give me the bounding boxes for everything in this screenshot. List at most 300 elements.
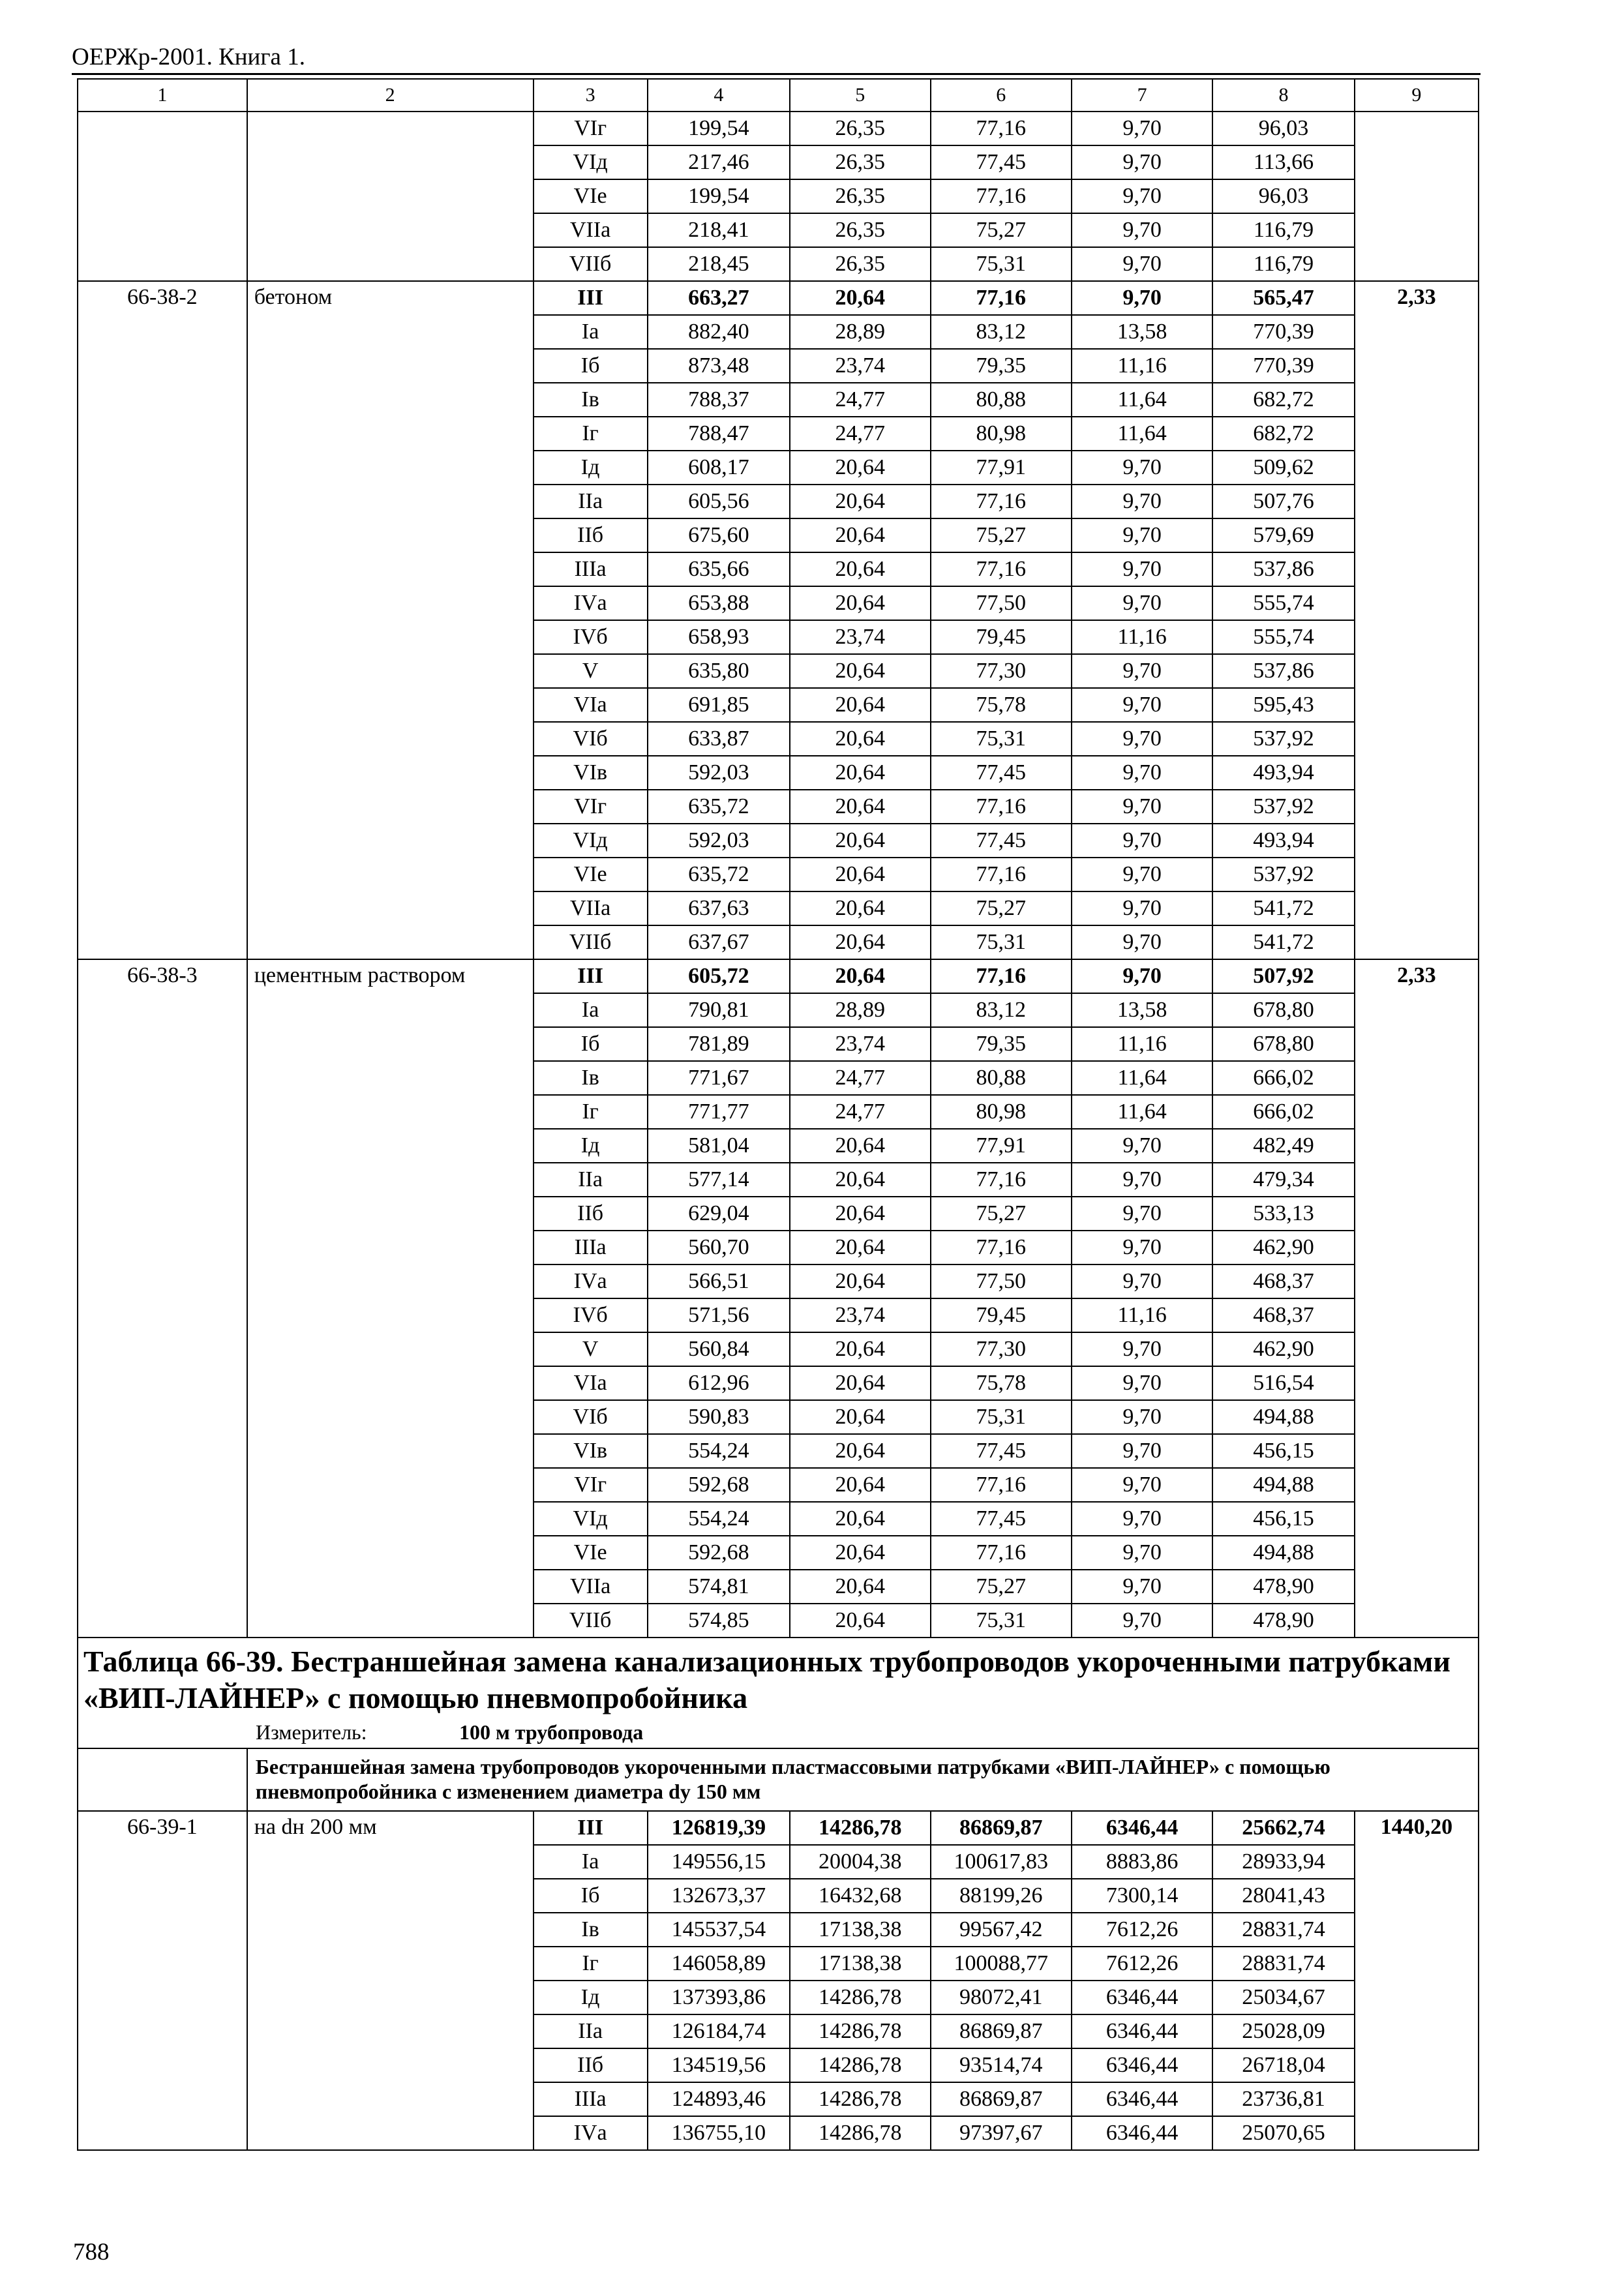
col9-cell xyxy=(1355,858,1479,891)
value-cell: 14286,78 xyxy=(790,2048,930,2082)
code-cell: 66-39-1 xyxy=(78,1811,247,1845)
value-cell: 20,64 xyxy=(790,586,930,620)
value-cell: 199,54 xyxy=(648,112,790,145)
value-cell: 605,72 xyxy=(648,959,790,993)
col9-cell xyxy=(1355,688,1479,722)
col9-cell xyxy=(1355,1197,1479,1231)
table-row xyxy=(78,1366,1479,1400)
col9-cell xyxy=(1355,586,1479,620)
value-cell: III xyxy=(534,281,648,315)
value-cell: 77,45 xyxy=(931,1434,1072,1468)
name-cell xyxy=(247,247,534,281)
value-cell: 24,77 xyxy=(790,1061,930,1095)
value-cell: VIIб xyxy=(534,1604,648,1638)
value-cell: 7300,14 xyxy=(1072,1879,1212,1913)
value-cell: 770,39 xyxy=(1212,349,1354,383)
value-cell: 80,88 xyxy=(931,1061,1072,1095)
column-number: 1 xyxy=(78,79,247,112)
code-cell xyxy=(78,1332,247,1366)
table-row xyxy=(78,1332,1479,1366)
code-cell xyxy=(78,213,247,247)
col9-cell xyxy=(1355,1027,1479,1061)
value-cell: 28,89 xyxy=(790,315,930,349)
name-cell xyxy=(247,552,534,586)
column-number: 7 xyxy=(1072,79,1212,112)
name-cell xyxy=(247,620,534,654)
value-cell: 468,37 xyxy=(1212,1264,1354,1298)
value-cell: 790,81 xyxy=(648,993,790,1027)
value-cell: 507,76 xyxy=(1212,485,1354,518)
value-cell: 9,70 xyxy=(1072,824,1212,858)
col9-cell xyxy=(1355,2116,1479,2150)
col9-cell xyxy=(1355,417,1479,451)
value-cell: Iа xyxy=(534,1845,648,1879)
value-cell: Iв xyxy=(534,1913,648,1947)
value-cell: VIд xyxy=(534,145,648,179)
value-cell: IVа xyxy=(534,1264,648,1298)
value-cell: 493,94 xyxy=(1212,756,1354,790)
table-row xyxy=(78,281,1479,315)
table-row xyxy=(78,1811,1479,1845)
value-cell: 77,45 xyxy=(931,756,1072,790)
value-cell: 9,70 xyxy=(1072,722,1212,756)
measure-label: Измеритель: xyxy=(256,1720,367,1744)
value-cell: 635,72 xyxy=(648,858,790,891)
value-cell: 9,70 xyxy=(1072,518,1212,552)
col9-cell xyxy=(1355,891,1479,925)
value-cell: 537,92 xyxy=(1212,858,1354,891)
value-cell: IIа xyxy=(534,2014,648,2048)
value-cell: 20,64 xyxy=(790,891,930,925)
col9-cell xyxy=(1355,1163,1479,1197)
value-cell: 137393,86 xyxy=(648,1981,790,2014)
code-cell xyxy=(78,688,247,722)
col9-cell xyxy=(1355,552,1479,586)
code-cell xyxy=(78,451,247,485)
value-cell: 11,16 xyxy=(1072,620,1212,654)
description-cell: Бестраншейная замена трубопроводов укороченными пластмассовыми патрубками «ВИП-ЛАЙНЕР» с помощью пневмопробойника с изменением диаметра dу 150 мм xyxy=(247,1748,1479,1811)
value-cell: 77,30 xyxy=(931,1332,1072,1366)
code-cell xyxy=(78,349,247,383)
table-row xyxy=(78,688,1479,722)
value-cell: 20,64 xyxy=(790,722,930,756)
value-cell: 20,64 xyxy=(790,552,930,586)
name-cell xyxy=(247,1366,534,1400)
value-cell: 28,89 xyxy=(790,993,930,1027)
code-cell xyxy=(78,1231,247,1264)
table-row xyxy=(78,349,1479,383)
value-cell: 20,64 xyxy=(790,959,930,993)
col9-cell xyxy=(1355,179,1479,213)
col9-cell xyxy=(1355,2082,1479,2116)
col9-cell xyxy=(1355,383,1479,417)
value-cell: 20,64 xyxy=(790,518,930,552)
value-cell: VIв xyxy=(534,1434,648,1468)
code-cell: 66-38-2 xyxy=(78,281,247,315)
value-cell: 9,70 xyxy=(1072,858,1212,891)
code-cell xyxy=(78,1879,247,1913)
code-cell: 66-38-3 xyxy=(78,959,247,993)
value-cell: 7612,26 xyxy=(1072,1947,1212,1981)
column-number: 4 xyxy=(648,79,790,112)
value-cell: 23,74 xyxy=(790,620,930,654)
value-cell: 75,31 xyxy=(931,722,1072,756)
column-number: 2 xyxy=(247,79,534,112)
value-cell: 629,04 xyxy=(648,1197,790,1231)
table-row xyxy=(78,451,1479,485)
code-cell xyxy=(78,1434,247,1468)
col9-cell xyxy=(1355,1400,1479,1434)
code-cell xyxy=(78,654,247,688)
value-cell: 75,31 xyxy=(931,247,1072,281)
value-cell: 637,63 xyxy=(648,891,790,925)
description-code-cell xyxy=(78,1748,247,1811)
code-cell xyxy=(78,1502,247,1536)
name-cell: на dн 200 мм xyxy=(247,1811,534,1845)
code-cell xyxy=(78,756,247,790)
value-cell: 771,77 xyxy=(648,1095,790,1129)
value-cell: 13,58 xyxy=(1072,315,1212,349)
measure-value: 100 м трубопровода xyxy=(459,1720,644,1744)
value-cell: 14286,78 xyxy=(790,2116,930,2150)
value-cell: 11,64 xyxy=(1072,383,1212,417)
value-cell: 77,45 xyxy=(931,824,1072,858)
col9-cell xyxy=(1355,722,1479,756)
value-cell: Iд xyxy=(534,1129,648,1163)
value-cell: 77,16 xyxy=(931,281,1072,315)
value-cell: VIг xyxy=(534,790,648,824)
code-cell xyxy=(78,993,247,1027)
value-cell: 28831,74 xyxy=(1212,1913,1354,1947)
value-cell: 9,70 xyxy=(1072,1570,1212,1604)
value-cell: 9,70 xyxy=(1072,1129,1212,1163)
value-cell: 554,24 xyxy=(648,1502,790,1536)
value-cell: 678,80 xyxy=(1212,993,1354,1027)
code-cell xyxy=(78,722,247,756)
col9-cell xyxy=(1355,1095,1479,1129)
name-cell xyxy=(247,2116,534,2150)
value-cell: 456,15 xyxy=(1212,1502,1354,1536)
value-cell: 555,74 xyxy=(1212,586,1354,620)
col9-cell xyxy=(1355,1502,1479,1536)
value-cell: 23736,81 xyxy=(1212,2082,1354,2116)
value-cell: 100617,83 xyxy=(931,1845,1072,1879)
value-cell: 20,64 xyxy=(790,790,930,824)
value-cell: IVб xyxy=(534,620,648,654)
col9-cell xyxy=(1355,1061,1479,1095)
value-cell: 682,72 xyxy=(1212,383,1354,417)
value-cell: 86869,87 xyxy=(931,2014,1072,2048)
value-cell: 77,16 xyxy=(931,790,1072,824)
name-cell xyxy=(247,1264,534,1298)
value-cell: 478,90 xyxy=(1212,1570,1354,1604)
value-cell: 23,74 xyxy=(790,349,930,383)
name-cell xyxy=(247,2082,534,2116)
name-cell xyxy=(247,1434,534,1468)
table-row xyxy=(78,620,1479,654)
table-row xyxy=(78,586,1479,620)
value-cell: 20,64 xyxy=(790,1434,930,1468)
name-cell xyxy=(247,722,534,756)
table-row xyxy=(78,756,1479,790)
col9-cell: 2,33 xyxy=(1355,281,1479,315)
value-cell: 24,77 xyxy=(790,383,930,417)
table-row xyxy=(78,1468,1479,1502)
value-cell: 592,03 xyxy=(648,824,790,858)
value-cell: 771,67 xyxy=(648,1061,790,1095)
table-row xyxy=(78,1879,1479,1913)
name-cell xyxy=(247,925,534,959)
name-cell xyxy=(247,1400,534,1434)
value-cell: 20004,38 xyxy=(790,1845,930,1879)
code-cell xyxy=(78,247,247,281)
value-cell: Iа xyxy=(534,993,648,1027)
code-cell xyxy=(78,1845,247,1879)
value-cell: 605,56 xyxy=(648,485,790,518)
table-row xyxy=(78,552,1479,586)
col9-cell xyxy=(1355,451,1479,485)
value-cell: 28041,43 xyxy=(1212,1879,1354,1913)
value-cell: 9,70 xyxy=(1072,756,1212,790)
value-cell: VIа xyxy=(534,1366,648,1400)
value-cell: 77,45 xyxy=(931,1502,1072,1536)
table-row xyxy=(78,2116,1479,2150)
value-cell: IIа xyxy=(534,1163,648,1197)
value-cell: 126819,39 xyxy=(648,1811,790,1845)
code-cell xyxy=(78,1366,247,1400)
value-cell: 26,35 xyxy=(790,112,930,145)
value-cell: 9,70 xyxy=(1072,1536,1212,1570)
value-cell: 9,70 xyxy=(1072,925,1212,959)
name-cell xyxy=(247,417,534,451)
value-cell: 6346,44 xyxy=(1072,2014,1212,2048)
value-cell: 75,27 xyxy=(931,891,1072,925)
value-cell: 590,83 xyxy=(648,1400,790,1434)
table-row xyxy=(78,145,1479,179)
value-cell: 554,24 xyxy=(648,1434,790,1468)
header-rule xyxy=(72,73,1481,75)
value-cell: Iв xyxy=(534,383,648,417)
col9-cell xyxy=(1355,1604,1479,1638)
table-row xyxy=(78,1095,1479,1129)
value-cell: 136755,10 xyxy=(648,2116,790,2150)
value-cell: 25034,67 xyxy=(1212,1981,1354,2014)
value-cell: 6346,44 xyxy=(1072,1981,1212,2014)
name-cell: бетоном xyxy=(247,281,534,315)
name-cell xyxy=(247,790,534,824)
value-cell: 9,70 xyxy=(1072,1332,1212,1366)
value-cell: 145537,54 xyxy=(648,1913,790,1947)
name-cell xyxy=(247,1604,534,1638)
value-cell: 788,47 xyxy=(648,417,790,451)
value-cell: 509,62 xyxy=(1212,451,1354,485)
col9-cell xyxy=(1355,518,1479,552)
name-cell: цементным раствором xyxy=(247,959,534,993)
value-cell: 462,90 xyxy=(1212,1332,1354,1366)
value-cell: 20,64 xyxy=(790,1332,930,1366)
value-cell: 494,88 xyxy=(1212,1400,1354,1434)
name-cell xyxy=(247,824,534,858)
value-cell: Iд xyxy=(534,1981,648,2014)
value-cell: 20,64 xyxy=(790,451,930,485)
value-cell: 25662,74 xyxy=(1212,1811,1354,1845)
table-title-row xyxy=(78,1638,1479,1748)
value-cell: 6346,44 xyxy=(1072,2048,1212,2082)
value-cell: 98072,41 xyxy=(931,1981,1072,2014)
value-cell: 199,54 xyxy=(648,179,790,213)
value-cell: 79,45 xyxy=(931,1298,1072,1332)
code-cell xyxy=(78,1027,247,1061)
value-cell: 566,51 xyxy=(648,1264,790,1298)
name-cell xyxy=(247,688,534,722)
value-cell: 20,64 xyxy=(790,1129,930,1163)
value-cell: 77,16 xyxy=(931,1163,1072,1197)
code-cell xyxy=(78,1536,247,1570)
value-cell: 77,50 xyxy=(931,1264,1072,1298)
value-cell: 9,70 xyxy=(1072,179,1212,213)
value-cell: 462,90 xyxy=(1212,1231,1354,1264)
value-cell: 678,80 xyxy=(1212,1027,1354,1061)
value-cell: 14286,78 xyxy=(790,1981,930,2014)
col9-cell xyxy=(1355,1366,1479,1400)
value-cell: 9,70 xyxy=(1072,1366,1212,1400)
value-cell: 96,03 xyxy=(1212,179,1354,213)
col9-cell xyxy=(1355,1298,1479,1332)
value-cell: 26,35 xyxy=(790,145,930,179)
code-cell xyxy=(78,145,247,179)
value-cell: 20,64 xyxy=(790,1163,930,1197)
value-cell: VIб xyxy=(534,1400,648,1434)
code-cell xyxy=(78,824,247,858)
value-cell: 20,64 xyxy=(790,1570,930,1604)
value-cell: 97397,67 xyxy=(931,2116,1072,2150)
value-cell: 93514,74 xyxy=(931,2048,1072,2082)
value-cell: 781,89 xyxy=(648,1027,790,1061)
table-row xyxy=(78,1845,1479,1879)
value-cell: 80,98 xyxy=(931,417,1072,451)
value-cell: IIIа xyxy=(534,2082,648,2116)
col9-cell xyxy=(1355,824,1479,858)
value-cell: 873,48 xyxy=(648,349,790,383)
value-cell: 17138,38 xyxy=(790,1947,930,1981)
table-row xyxy=(78,1163,1479,1197)
code-cell xyxy=(78,552,247,586)
value-cell: 9,70 xyxy=(1072,247,1212,281)
value-cell: IVа xyxy=(534,586,648,620)
value-cell: 77,16 xyxy=(931,485,1072,518)
value-cell: VIе xyxy=(534,858,648,891)
col9-cell xyxy=(1355,654,1479,688)
value-cell: 592,03 xyxy=(648,756,790,790)
value-cell: 537,86 xyxy=(1212,552,1354,586)
value-cell: 479,34 xyxy=(1212,1163,1354,1197)
table-row xyxy=(78,485,1479,518)
value-cell: 116,79 xyxy=(1212,247,1354,281)
value-cell: 28933,94 xyxy=(1212,1845,1354,1879)
value-cell: IVб xyxy=(534,1298,648,1332)
value-cell: 478,90 xyxy=(1212,1604,1354,1638)
value-cell: IIIа xyxy=(534,1231,648,1264)
code-cell xyxy=(78,1095,247,1129)
value-cell: 20,64 xyxy=(790,1604,930,1638)
name-cell xyxy=(247,1981,534,2014)
value-cell: 20,64 xyxy=(790,1468,930,1502)
value-cell: 218,41 xyxy=(648,213,790,247)
code-cell xyxy=(78,586,247,620)
value-cell: 77,91 xyxy=(931,451,1072,485)
table-row xyxy=(78,1400,1479,1434)
value-cell: 75,78 xyxy=(931,1366,1072,1400)
name-cell xyxy=(247,1879,534,1913)
value-cell: 86869,87 xyxy=(931,1811,1072,1845)
value-cell: 666,02 xyxy=(1212,1061,1354,1095)
value-cell: 126184,74 xyxy=(648,2014,790,2048)
value-cell: 20,64 xyxy=(790,1502,930,1536)
code-cell xyxy=(78,383,247,417)
value-cell: 16432,68 xyxy=(790,1879,930,1913)
col9-cell xyxy=(1355,1332,1479,1366)
table-row xyxy=(78,1434,1479,1468)
value-cell: VIIб xyxy=(534,925,648,959)
name-cell xyxy=(247,1061,534,1095)
col9-cell xyxy=(1355,1536,1479,1570)
value-cell: 595,43 xyxy=(1212,688,1354,722)
col9-cell xyxy=(1355,1231,1479,1264)
value-cell: 788,37 xyxy=(648,383,790,417)
table-row xyxy=(78,1061,1479,1095)
value-cell: 20,64 xyxy=(790,925,930,959)
name-cell xyxy=(247,1163,534,1197)
name-cell xyxy=(247,1298,534,1332)
value-cell: V xyxy=(534,1332,648,1366)
value-cell: 24,77 xyxy=(790,417,930,451)
value-cell: Iа xyxy=(534,315,648,349)
table-row xyxy=(78,858,1479,891)
col9-cell xyxy=(1355,756,1479,790)
col9-cell: 2,33 xyxy=(1355,959,1479,993)
table-row xyxy=(78,2048,1479,2082)
value-cell: 77,30 xyxy=(931,654,1072,688)
value-cell: 691,85 xyxy=(648,688,790,722)
code-cell xyxy=(78,2082,247,2116)
column-number: 9 xyxy=(1355,79,1479,112)
col9-cell xyxy=(1355,1981,1479,2014)
value-cell: 26718,04 xyxy=(1212,2048,1354,2082)
col9-cell xyxy=(1355,1434,1479,1468)
value-cell: 9,70 xyxy=(1072,451,1212,485)
table-row xyxy=(78,1981,1479,2014)
code-cell xyxy=(78,1604,247,1638)
value-cell: 9,70 xyxy=(1072,1231,1212,1264)
value-cell: VIIа xyxy=(534,213,648,247)
value-cell: 9,70 xyxy=(1072,654,1212,688)
value-cell: 20,64 xyxy=(790,1536,930,1570)
code-cell xyxy=(78,417,247,451)
value-cell: 26,35 xyxy=(790,179,930,213)
name-cell xyxy=(247,1332,534,1366)
value-cell: 635,66 xyxy=(648,552,790,586)
value-cell: 666,02 xyxy=(1212,1095,1354,1129)
name-cell xyxy=(247,1197,534,1231)
table-row xyxy=(78,518,1479,552)
table-row xyxy=(78,2082,1479,2116)
value-cell: 75,27 xyxy=(931,1197,1072,1231)
table-row xyxy=(78,1947,1479,1981)
name-cell xyxy=(247,315,534,349)
col9-cell xyxy=(1355,1913,1479,1947)
value-cell: 682,72 xyxy=(1212,417,1354,451)
name-cell xyxy=(247,145,534,179)
